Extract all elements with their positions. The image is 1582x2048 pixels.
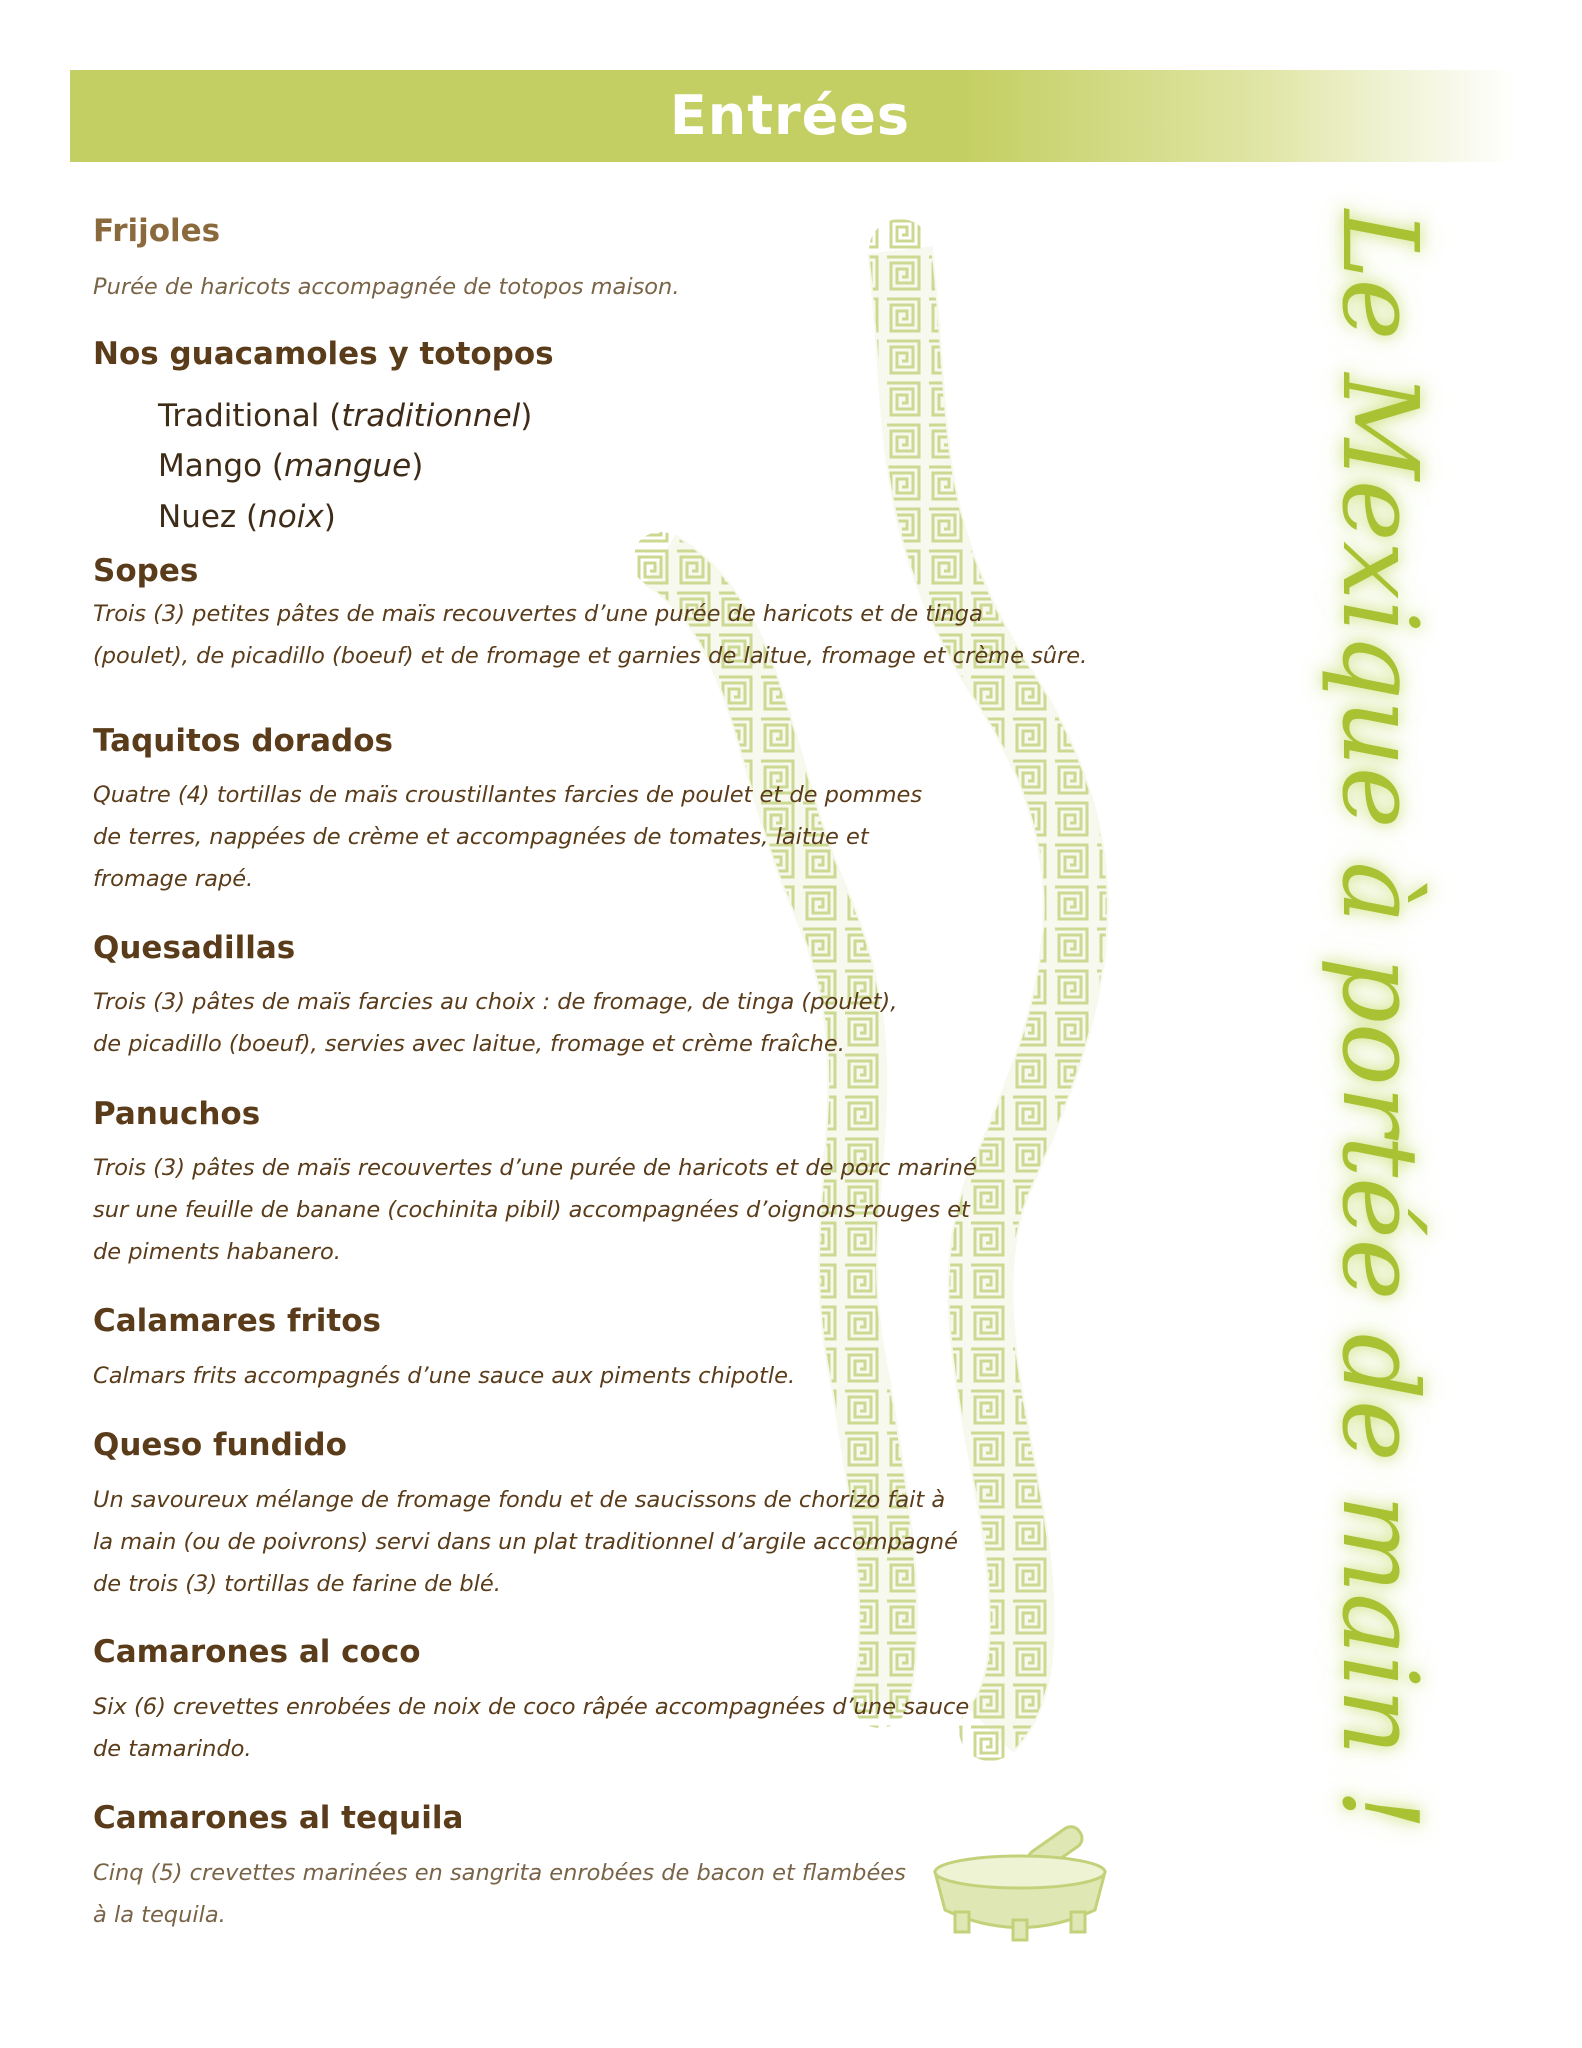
item-title-panuchos: Panuchos xyxy=(93,1096,261,1132)
mortar-pestle-icon xyxy=(935,1823,1105,1940)
item-title-camarones-coco: Camarones al coco xyxy=(93,1634,421,1670)
item-title-taquitos: Taquitos dorados xyxy=(93,723,393,759)
item-title-guacamoles: Nos guacamoles y totopos xyxy=(93,336,554,372)
item-desc-tequila-2: à la tequila. xyxy=(93,1902,226,1928)
item-desc-taquitos-1: Quatre (4) tortillas de maïs croustillantes farcies de poulet et de pommes xyxy=(93,782,923,808)
item-desc-frijoles: Purée de haricots accompagnée de totopos maison. xyxy=(93,274,680,300)
guacamole-option-mango: Mango (mangue) xyxy=(158,448,424,484)
item-desc-panuchos-2: sur une feuille de banane (cochinita pibil) accompagnées d’oignons rouges et xyxy=(93,1197,970,1223)
item-desc-queso-1: Un savoureux mélange de fromage fondu et de saucissons de chorizo fait à xyxy=(93,1487,946,1513)
item-title-sopes: Sopes xyxy=(93,553,199,589)
item-desc-panuchos-1: Trois (3) pâtes de maïs recouvertes d’une purée de haricots et de porc mariné xyxy=(93,1155,977,1181)
item-desc-taquitos-2: de terres, nappées de crème et accompagnées de tomates, laitue et xyxy=(93,824,869,850)
item-desc-tequila-1: Cinq (5) crevettes marinées en sangrita enrobées de bacon et flambées xyxy=(93,1860,906,1886)
item-desc-quesadillas-2: de picadillo (boeuf), servies avec laitue, fromage et crème fraîche. xyxy=(93,1031,845,1057)
item-desc-coco-2: de tamarindo. xyxy=(93,1736,252,1762)
item-desc-coco-1: Six (6) crevettes enrobées de noix de coco râpée accompagnées d’une sauce xyxy=(93,1694,970,1720)
item-desc-sopes-2: (poulet), de picadillo (boeuf) et de fromage et garnies de laitue, fromage et crème sûre. xyxy=(93,643,1088,669)
item-desc-calamares-1: Calmars frits accompagnés d’une sauce aux piments chipotle. xyxy=(93,1363,796,1389)
item-title-frijoles: Frijoles xyxy=(93,213,221,249)
item-title-queso-fundido: Queso fundido xyxy=(93,1427,347,1463)
section-banner xyxy=(70,70,1515,162)
item-desc-taquitos-3: fromage rapé. xyxy=(93,866,254,892)
item-desc-quesadillas-1: Trois (3) pâtes de maïs farcies au choix : de fromage, de tinga (poulet), xyxy=(93,989,898,1015)
item-title-calamares: Calamares fritos xyxy=(93,1303,381,1339)
item-desc-sopes-1: Trois (3) petites pâtes de maïs recouvertes d’une purée de haricots et de tinga xyxy=(93,601,983,627)
item-title-camarones-tequila: Camarones al tequila xyxy=(93,1800,464,1836)
item-desc-queso-3: de trois (3) tortillas de farine de blé. xyxy=(93,1571,501,1597)
section-title: Entrées xyxy=(669,84,911,147)
item-desc-panuchos-3: de piments habanero. xyxy=(93,1239,341,1265)
item-title-quesadillas: Quesadillas xyxy=(93,930,296,966)
item-desc-queso-2: la main (ou de poivrons) servi dans un plat traditionnel d’argile accompagné xyxy=(93,1529,958,1555)
guacamole-option-traditional: Traditional (traditionnel) xyxy=(158,398,533,434)
guacamole-option-nuez: Nuez (noix) xyxy=(158,499,336,535)
slogan-text: Le Mexique à portée de main ! xyxy=(1319,209,1441,1831)
